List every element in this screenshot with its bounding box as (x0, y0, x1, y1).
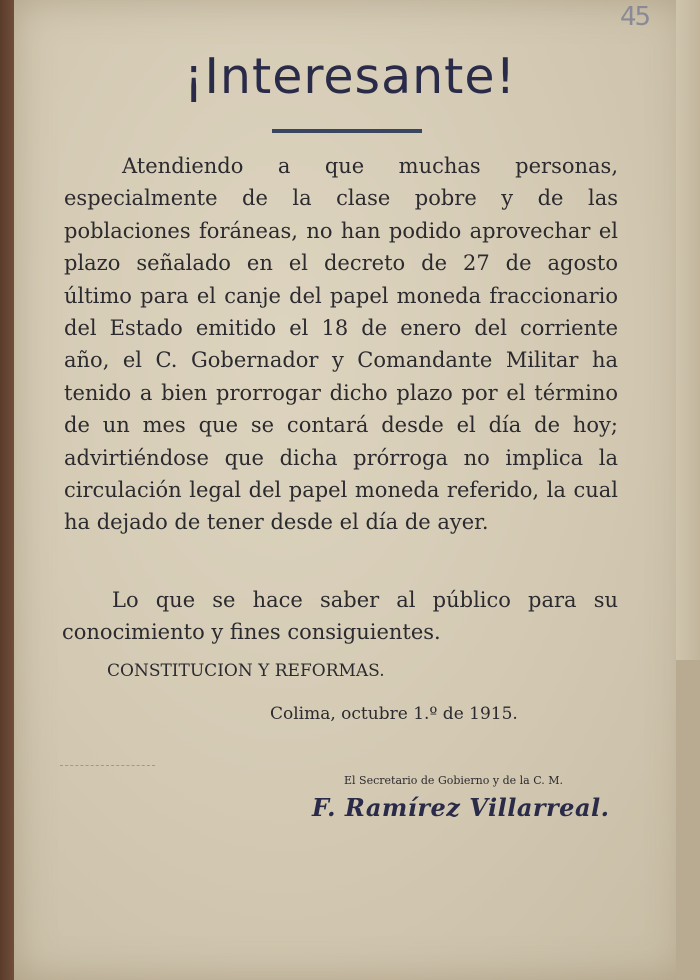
paper-torn-edge (676, 660, 700, 980)
body-paragraph: Atendiendo a que muchas personas, especialmente de la clase pobre y de las poblaciones foráneas, no han podido aprovechar el plazo señalado en el decreto de 27 de agosto último para el canje del papel moneda fraccionario del Estado emitido el 18 de enero del corriente año, el C. Gobernador y Comandante Militar ha tenido a bien prorrogar dicho plazo por el término de un mes que se contará desde el día de hoy; advirtiéndose que dicha prórroga no implica la circulación legal del papel moneda referido, la cual ha dejado de tener desde el día de ayer. (64, 154, 618, 535)
signature: F. Ramírez Villarreal. (312, 793, 610, 822)
dateline: Colima, octubre 1.º de 1915. (270, 704, 518, 724)
document-headline: ¡Interesante! (183, 48, 517, 105)
handwritten-corner-mark: 45 (620, 2, 650, 32)
signatory-title: El Secretario de Gobierno y de la C. M. (344, 774, 563, 787)
motto-line: CONSTITUCION Y REFORMAS. (107, 661, 385, 681)
closing-paragraph: Lo que se hace saber al público para su conocimiento y fines consiguientes. (62, 588, 618, 645)
faint-mark (60, 765, 155, 767)
headline-rule (272, 129, 422, 133)
